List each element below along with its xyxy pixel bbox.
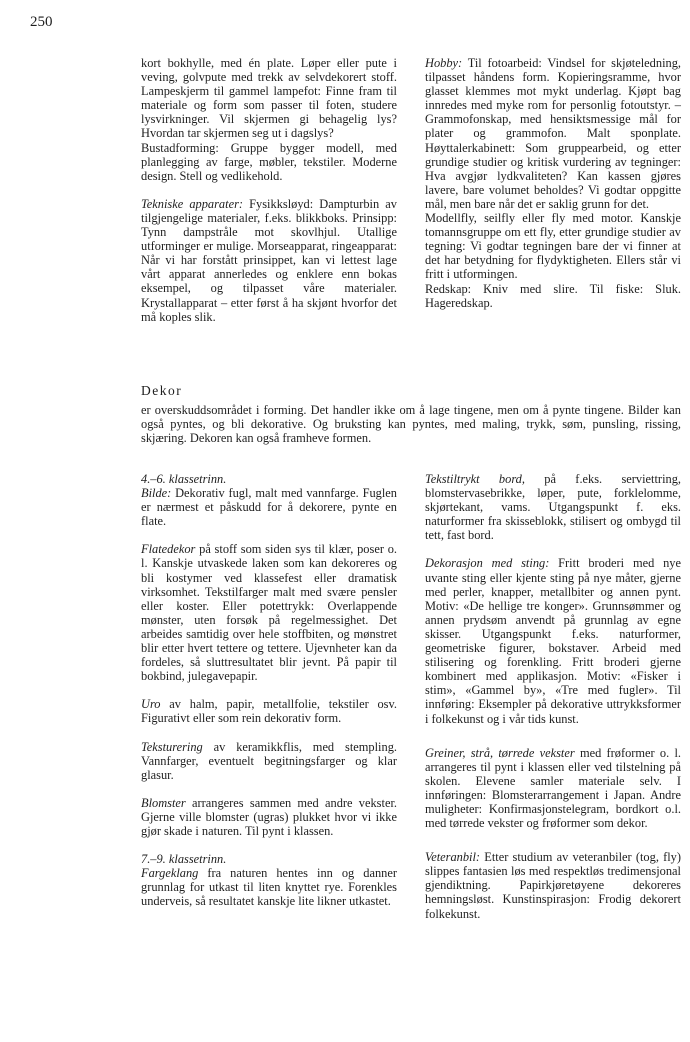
paragraph: Veteranbil: Etter studium av veteranbiler (tog, fly) slippes fantasien løs med respektløs tredimensjonal gjendiktning. Papirkjøretøyene dekoreres hemningsløst. Kunstinspirasjon: Frodig dekorert folkekunst. [425,850,681,921]
left-column-bottom [141,472,397,908]
subheading: 7.–9. klassetrinn. [141,852,227,867]
paragraph: Fargeklang fra naturen hentes inn og danner grunnlag for utkast til liten knyttet rye. Forenkles underveis, så resultatet kanskje lite likner utkastet. [141,866,397,909]
paragraph: Greiner, strå, tørrede vekster med frøformer o. l. arrangeres til pynt i klassen eller ved tilstelning på skolen. Elevene samler materiale selv. I innføringen: Blomsterarrangement i Japan. Andre muligheter: Konfirmasjonstelegram, bordkort o.l. med tørrede vekster og frøformer som dekor. [425,745,681,831]
paragraph: er overskuddsområdet i forming. Det handler ikke om å lage tingene, men om å pynte tingene. Bilder kan også pyntes, og bli dekorative. Og bruksting kan pyntes, med maling, trykk, søm, punsling, rissing, skjæring. Dekoren kan også framheve formen. [141,403,681,446]
paragraph: Uro av halm, papir, metallfolie, tekstiler osv. Figurativt eller som rein dekorativ form. [141,697,397,726]
paragraph: Tekstiltrykt bord, på f.eks. serviettring, blomstervasebrikke, løper, pute, forklelomme, skjørtekant, vams. Utgangspunkt f. eks. naturformer fra skisseblokk, stilisert og ombygd til tett, fast bord. [425,472,681,543]
paragraph: Redskap: Kniv med slire. Til fiske: Sluk. Hageredskap. [425,281,681,310]
page-number: 250 [30,14,53,30]
left-column-top [141,56,397,324]
paragraph: Modellfly, seilfly eller fly med motor. Kanskje tomannsgruppe om ett fly, etter grundige studier av tegning: Vi godtar tegningen bare der vi finner at det har betydning for flydyktigheten. Ellers står vi fritt i utformingen. [425,211,681,282]
paragraph: Bilde: Dekorativ fugl, malt med vannfarge. Fuglen er nærmest et påskudd for å dekorere, pynte en flate. [141,486,397,529]
paragraph: Flatedekor på stoff som siden sys til klær, poser o. l. Kanskje utvaskede laken som kan dekoreres og bli kostymer ved klassefest eller dramatisk virksomhet. Tekstilfarger malt med svære pensler eller koster. Eller potettrykk: Overlappende mønster, uten forsøk på regelmessighet. Det arbeides samtidig over hele stoffbiten, og mønstret blir etter hvert tettere og tettere. Ujevnheter kan da fordeles, så sluttresultatet blir jevnt. På papir til bokbind, julegavepapir. [141,542,397,684]
section-heading: Dekor [141,383,183,398]
subheading: 4.–6. klassetrinn. [141,472,227,486]
paragraph: Bustadforming: Gruppe bygger modell, med planlegging av farge, møbler, tekstiler. Moderne design. Stell og vedlikehold. [141,140,397,183]
paragraph: Blomster arrangeres sammen med andre vekster. Gjerne ville blomster (ugras) plukket hvor vi ikke gjør skade i naturen. Til pynt i klassen. [141,795,397,838]
paragraph: kort bokhylle, med én plate. Løper eller pute i veving, golvpute med trekk av selvdekorert stoff. Lampeskjerm til gammel lampefot: Finne fram til materiale og form som passer til foten, studere lysvirkninger. Vil skjermen gi behagelig lys? Hvordan tar skjermen seg ut i dagslys? [141,56,397,141]
right-column-top [425,56,681,310]
right-column-bottom [425,472,681,921]
paragraph: Dekorasjon med sting: Fritt broderi med nye uvante sting eller kjente sting på nye måter, gjerne med perler, knapper, metallbiter og annen pynt. Motiv: «De hellige tre konger». Grunnsømmer og annen prydsøm anvendt på grunnlag av egne skisser. Utgangspunkt f.eks. naturformer, geometriske figurer, bokstaver. Arbeid med stilisering og forenkling. Fritt broderi gjerne kombinert med applikasjon. Motiv: «Fisker i stim», «Gammel by», «Tre med fugler». Til innføring: Eksempler på dekorative uttrykksformer i folkekunst og i vår tids kunst. [425,556,681,726]
paragraph: Tekniske apparater: Fysikksløyd: Dampturbin av tilgjengelige materialer, f.eks. blikkboks. Prinsipp: Tynn dampstråle mot skovlhjul. Utallige utforminger er mulige. Morseapparat, ringeapparat: Når vi har forstått prinsippet, kan vi lettest lage vårt apparat annerledes og enklere enn bokas eksempel, og tilpasset våre materialer. Krystallapparat – etter først å ha skjønt hvorfor det må koples slik. [141,196,398,324]
paragraph: Hobby: Til fotoarbeid: Vindsel for skjøteledning, tilpasset håndens form. Kopieringsramme, hvor glasset klemmes mot mykt underlag. Kjøpt bag innredes med myke rom for personlig fotoutstyr. – Grammofonskap, med hensiktsmessige mål for plater og grammofon. Malt sponplate. Høyttalerkabinett: Som gruppearbeid, og etter grundige studier og kritisk vurdering av tegninger: Hva avgjør lydkvaliteten? Kan kassen gjøres lavere, bare volumet beholdes? Vi godtar oppgitte mål, men bare når det er saklig grunn for det. [425,56,681,211]
section-intro [141,403,681,445]
paragraph: Teksturering av keramikkflis, med stempling. Vannfarger, eventuelt begitningsfarger og klar glasur. [141,739,397,782]
